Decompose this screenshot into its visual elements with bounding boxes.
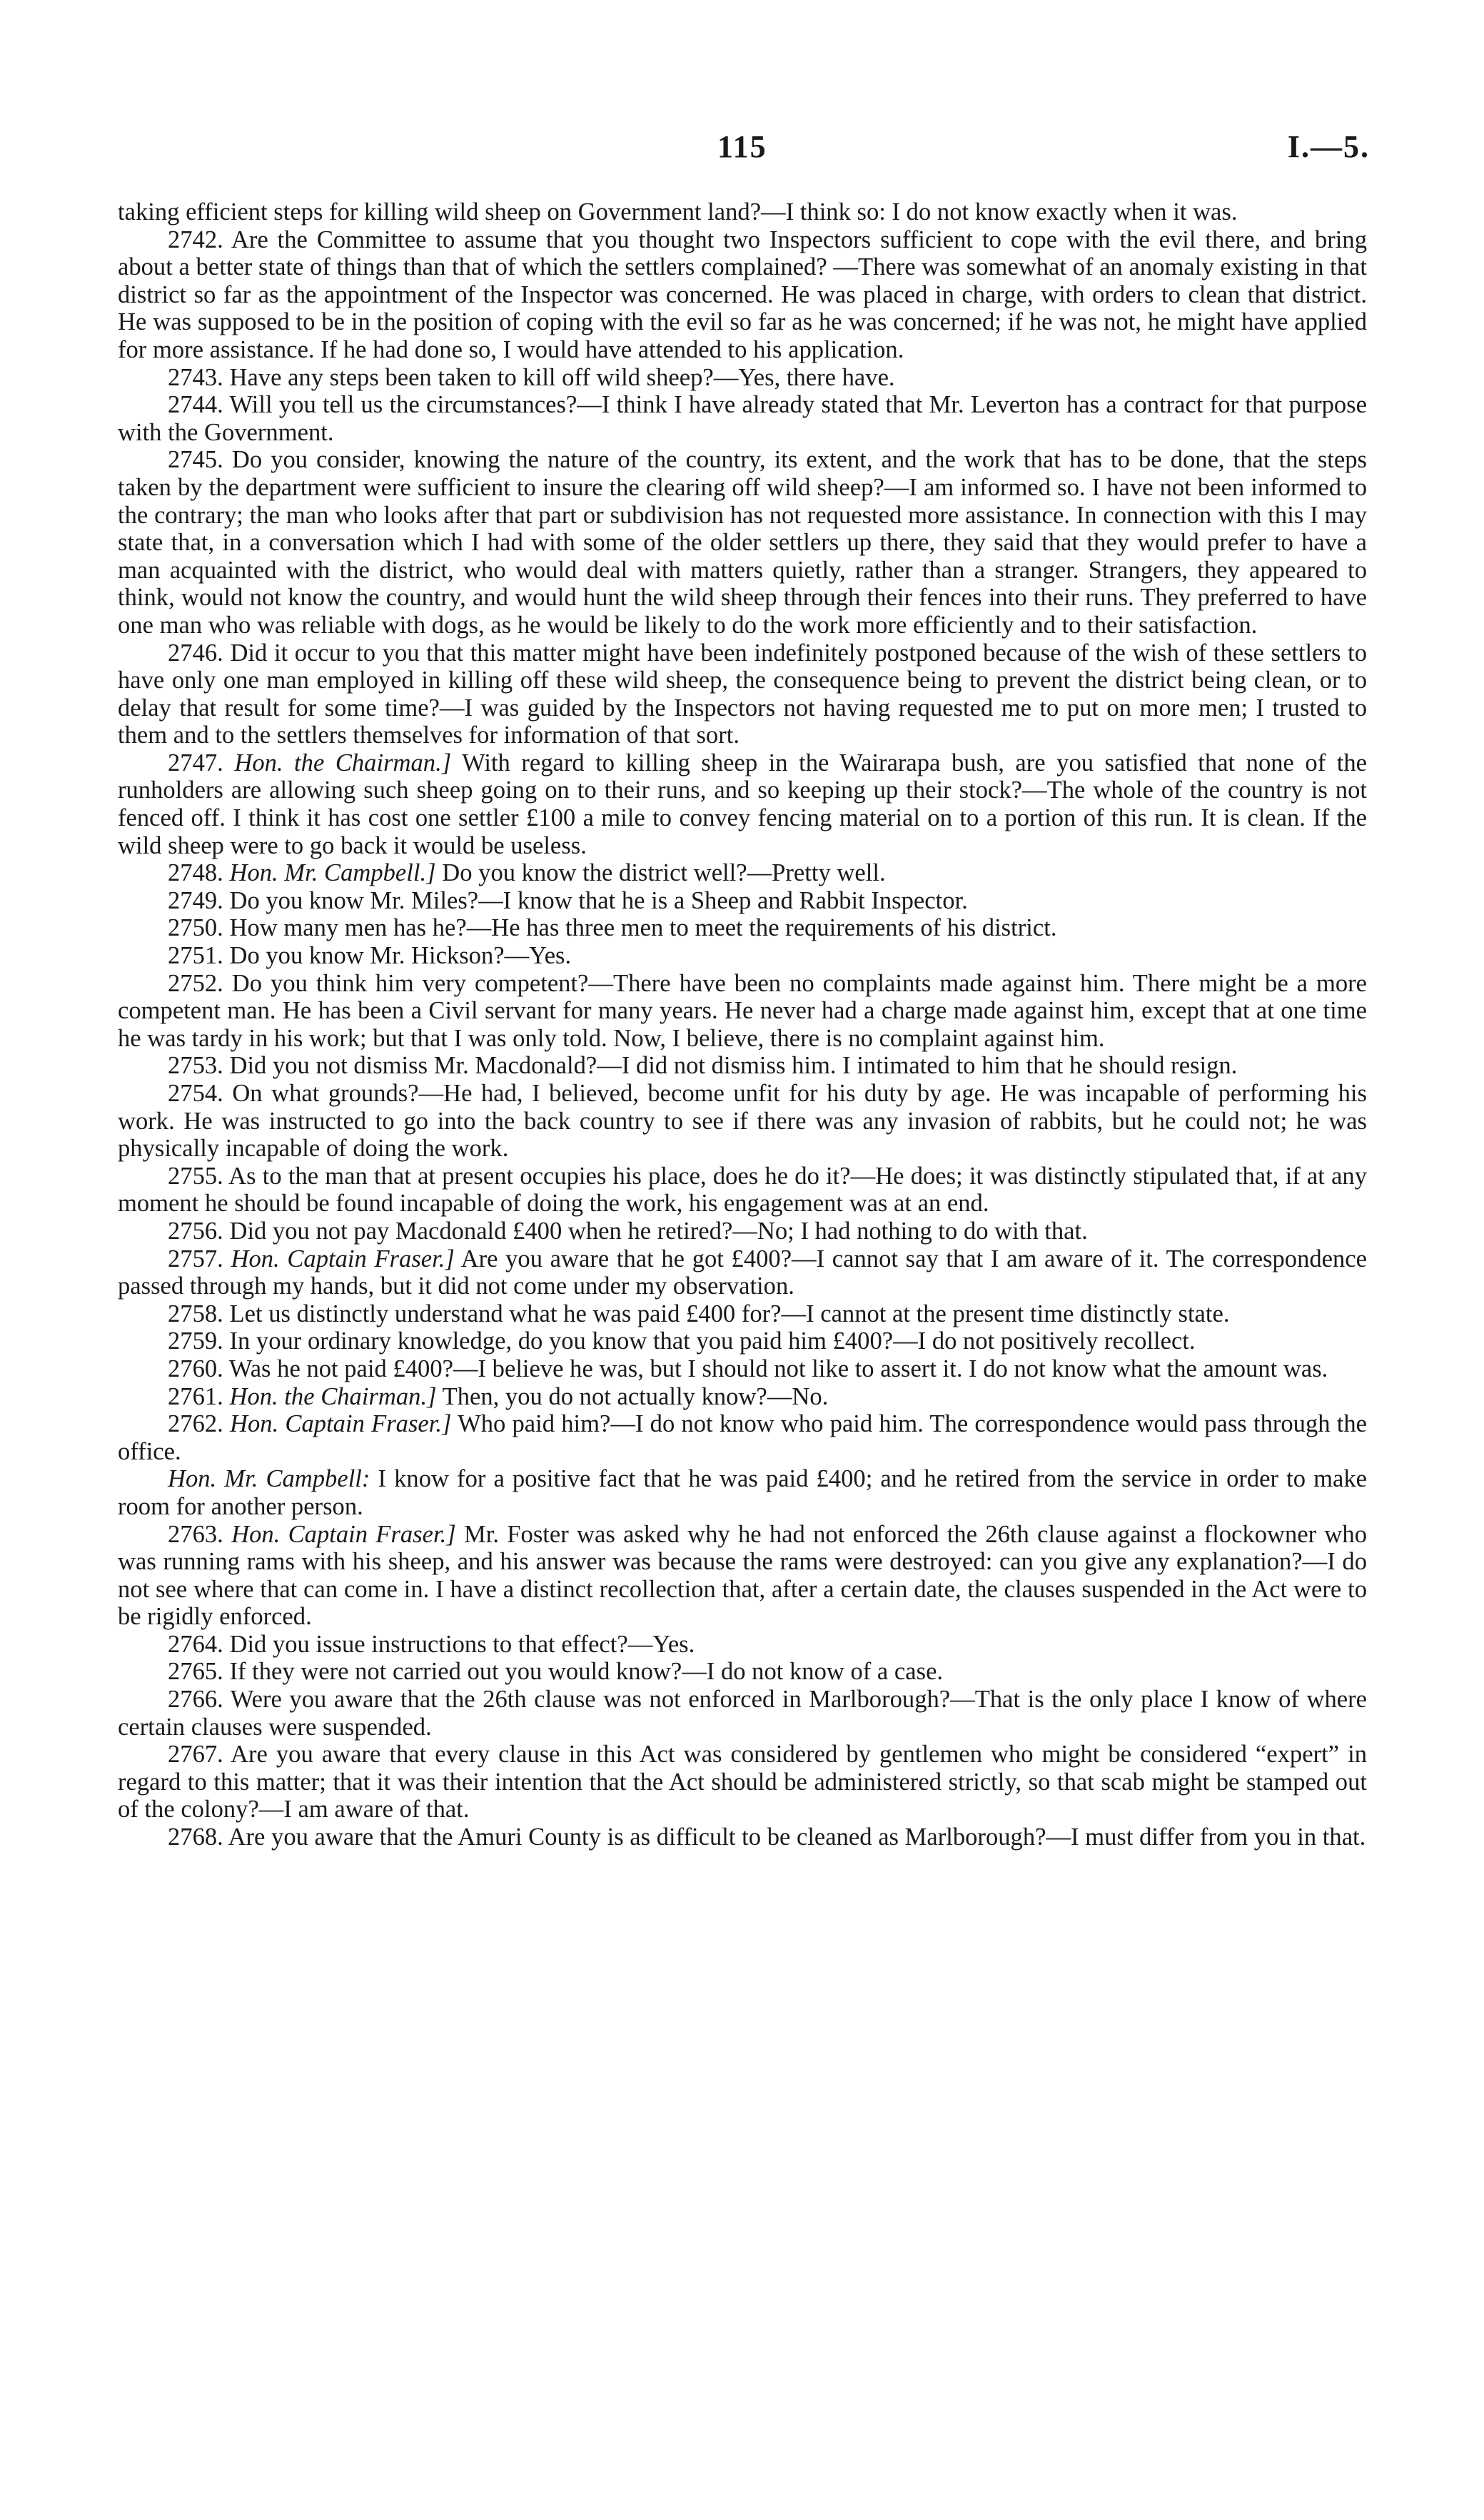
paragraph-text: Do you know Mr. Miles?—I know that he is a Sheep and Rabbit Inspector. [229,886,968,914]
question-number: 2752. [168,969,223,997]
paragraph [118,1245,1367,1300]
question-number: 2745. [168,446,223,474]
paragraph [118,226,1367,364]
paragraph [118,364,1367,392]
paragraph [118,1052,1367,1080]
evidence-text [118,198,1367,1851]
paragraph [118,1327,1367,1355]
paragraph-text: How many men has he?—He has three men to meet the requirements of his district. [229,914,1057,942]
question-number: 2762. [168,1410,223,1438]
question-number: 2754. [168,1080,223,1107]
page-header [0,128,1484,171]
question-number: 2755. [168,1162,223,1190]
paragraph-text: Have any steps been taken to kill off wild sheep?—Yes, there have. [229,363,895,391]
paragraph [118,639,1367,749]
question-number: 2750. [168,914,223,942]
question-number: 2765. [168,1658,223,1686]
speaker: Hon. Mr. Campbell: [168,1465,370,1493]
question-number: 2748. [168,859,223,887]
paragraph [118,749,1367,859]
paragraph-text: Mr. Foster was asked why he had not enforced the 26th clause against a flockowner who was running rams with his sheep, and his answer was because the rams were destroyed: can you give any explanation?—I do not see where that can come in. I have a distinct recollection that, after a certain date, the clauses suspended in the Act were to be rigidly enforced. [118,1520,1367,1631]
question-number: 2753. [168,1052,223,1080]
paragraph [118,1631,1367,1659]
question-number: 2757. [168,1245,223,1272]
paragraph-text: On what grounds?—He had, I believed, become unfit for his duty by age. He was incapable of performing his work. He was instructed to go into the back country to see if there was any invasion of rabbits, but he could not; he was physically incapable of doing the work. [118,1080,1367,1163]
question-number: 2743. [168,363,223,391]
speaker: Hon. the Chairman.] [234,749,452,776]
paragraph [118,1521,1367,1631]
paragraph-text: In your ordinary knowledge, do you know that you paid him £400?—I do not positively recollect. [229,1327,1196,1355]
paragraph [118,1163,1367,1218]
paragraph-text: Do you think him very competent?—There have been no complaints made against him. There might be a more competent man. He has been a Civil servant for many years. He never had a charge made against him, except that at one time he was tardy in his work; but that I was only told. Now, I believe, there is no complaint against him. [118,969,1367,1052]
question-number: 2744. [168,391,223,419]
paragraph-text: Did you not pay Macdonald £400 when he retired?—No; I had nothing to do with that. [229,1217,1088,1245]
paragraph-text: taking efficient steps for killing wild sheep on Government land?—I think so: I do not know exactly when it was. [118,198,1238,226]
paragraph [118,1465,1367,1520]
page-number: 115 [717,129,767,164]
question-number: 2760. [168,1355,223,1382]
paragraph-text: If they were not carried out you would know?—I do not know of a case. [229,1658,944,1686]
paragraph-text: Was he not paid £400?—I believe he was, but I should not like to assert it. I do not know what the amount was. [228,1355,1328,1382]
paragraph [118,1823,1367,1851]
paragraph [118,859,1367,887]
paragraph-text: As to the man that at present occupies his place, does he do it?—He does; it was distinctly stipulated that, if at any moment he should be found incapable of doing the work, his engagement was at an end. [118,1162,1367,1218]
question-number: 2749. [168,886,223,914]
paragraph-text: Do you know the district well?—Pretty well. [442,859,886,887]
question-number: 2742. [168,226,223,253]
question-number: 2761. [168,1382,223,1410]
paragraph-text: Who paid him?—I do not know who paid him. The correspondence would pass through the office. [118,1410,1367,1465]
question-number: 2747. [168,749,223,776]
question-number: 2764. [168,1630,223,1658]
paragraph-text: Will you tell us the circumstances?—I think I have already stated that Mr. Leverton has a contract for that purpose with the Government. [118,391,1367,446]
paragraph [118,1218,1367,1245]
paragraph-text: With regard to killing sheep in the Wairarapa bush, are you satisfied that none of the runholders are allowing such sheep going on to their runs, and so keeping up their stock?—The whole of the country is not fenced off. I think it has cost one settler £100 a mile to convey fencing material on to a portion of this run. It is clean. If the wild sheep were to go back it would be useless. [118,749,1367,859]
paragraph [118,1080,1367,1163]
paragraph-text: Are the Committee to assume that you thought two Inspectors sufficient to cope with the evil there, and bring about a better state of things than that of which the settlers complained? —There was somewhat of an anomaly existing in that district so far as the appointment of the Inspector was concerned. He was placed in charge, with orders to clean that district. He was supposed to be in the position of coping with the evil so far as he was concerned; if he was not, he might have applied for more assistance. If he had done so, I would have attended to his application. [118,226,1367,363]
paragraph-text: Then, you do not actually know?—No. [442,1382,829,1410]
paragraph-text: Did you issue instructions to that effect?—Yes. [229,1630,695,1658]
paragraph [118,1383,1367,1411]
paragraph [118,446,1367,639]
question-number: 2766. [168,1686,223,1714]
paragraph-text: Do you know Mr. Hickson?—Yes. [229,942,572,970]
question-number: 2763. [168,1520,223,1548]
question-number: 2759. [168,1327,223,1355]
paragraph [118,1686,1367,1741]
paper-reference: I.—5. [1287,129,1370,164]
question-number: 2758. [168,1300,223,1327]
paragraph-text: Are you aware that he got £400?—I cannot say that I am aware of it. The correspondence passed through my hands, but it did not come under my observation. [118,1245,1367,1300]
paragraph [118,1741,1367,1823]
paragraph-text: I know for a positive fact that he was paid £400; and he retired from the service in order to make room for another person. [118,1465,1367,1520]
paragraph-text: Do you consider, knowing the nature of the country, its extent, and the work that has to be done, that the steps taken by the department were sufficient to insure the clearing off wild sheep?—I am informed so. I have not been informed to the contrary; the man who looks after that part or subdivision has not requested more assistance. In connection with this I may state that, in a conversation which I had with some of the older settlers up there, they said that they would prefer to have a man acquainted with the district, who would deal with matters quietly, rather than a stranger. Strangers, they appeared to think, would not know the country, and would hunt the wild sheep through their fences into their runs. They preferred to have one man who was reliable with dogs, as he would be likely to do the work more efficiently and to their satisfaction. [118,446,1367,639]
paragraph [118,1410,1367,1465]
paragraph-text: Did you not dismiss Mr. Macdonald?—I did not dismiss him. I intimated to him that he should resign. [229,1052,1238,1080]
paragraph-text: Let us distinctly understand what he was paid £400 for?—I cannot at the present time distinctly state. [229,1300,1230,1327]
question-number: 2768. [168,1823,223,1851]
paragraph [118,942,1367,970]
paragraph [118,914,1367,942]
paragraph [118,198,1367,226]
speaker: Hon. Captain Fraser.] [230,1410,452,1438]
question-number: 2767. [168,1741,223,1768]
paragraph [118,1658,1367,1686]
paragraph [118,1355,1367,1383]
paragraph [118,970,1367,1053]
speaker: Hon. Captain Fraser.] [231,1245,455,1272]
speaker: Hon. Captain Fraser.] [231,1520,456,1548]
paragraph-text: Did it occur to you that this matter might have been indefinitely postponed because of the wish of these settlers to have only one man employed in killing off these wild sheep, the consequence being to prevent the district being clean, or to delay that result for some time?—I was guided by the Inspectors not having requested me to put on more men; I trusted to them and to the settlers themselves for information of that sort. [118,639,1367,749]
question-number: 2756. [168,1217,223,1245]
paragraph [118,1300,1367,1328]
question-number: 2746. [168,639,223,667]
speaker: Hon. Mr. Campbell.] [229,859,436,887]
paragraph-text: Were you aware that the 26th clause was not enforced in Marlborough?—That is the only place I know of where certain clauses were suspended. [118,1686,1367,1741]
paragraph [118,887,1367,915]
paragraph-text: Are you aware that the Amuri County is as difficult to be cleaned as Marlborough?—I must differ from you in that. [228,1823,1366,1851]
question-number: 2751. [168,942,223,970]
paragraph [118,391,1367,446]
speaker: Hon. the Chairman.] [229,1382,437,1410]
paragraph-text: Are you aware that every clause in this Act was considered by gentlemen who might be considered “expert” in regard to this matter; that it was their intention that the Act should be administered strictly, so that scab might be stamped out of the colony?—I am aware of that. [118,1741,1367,1823]
